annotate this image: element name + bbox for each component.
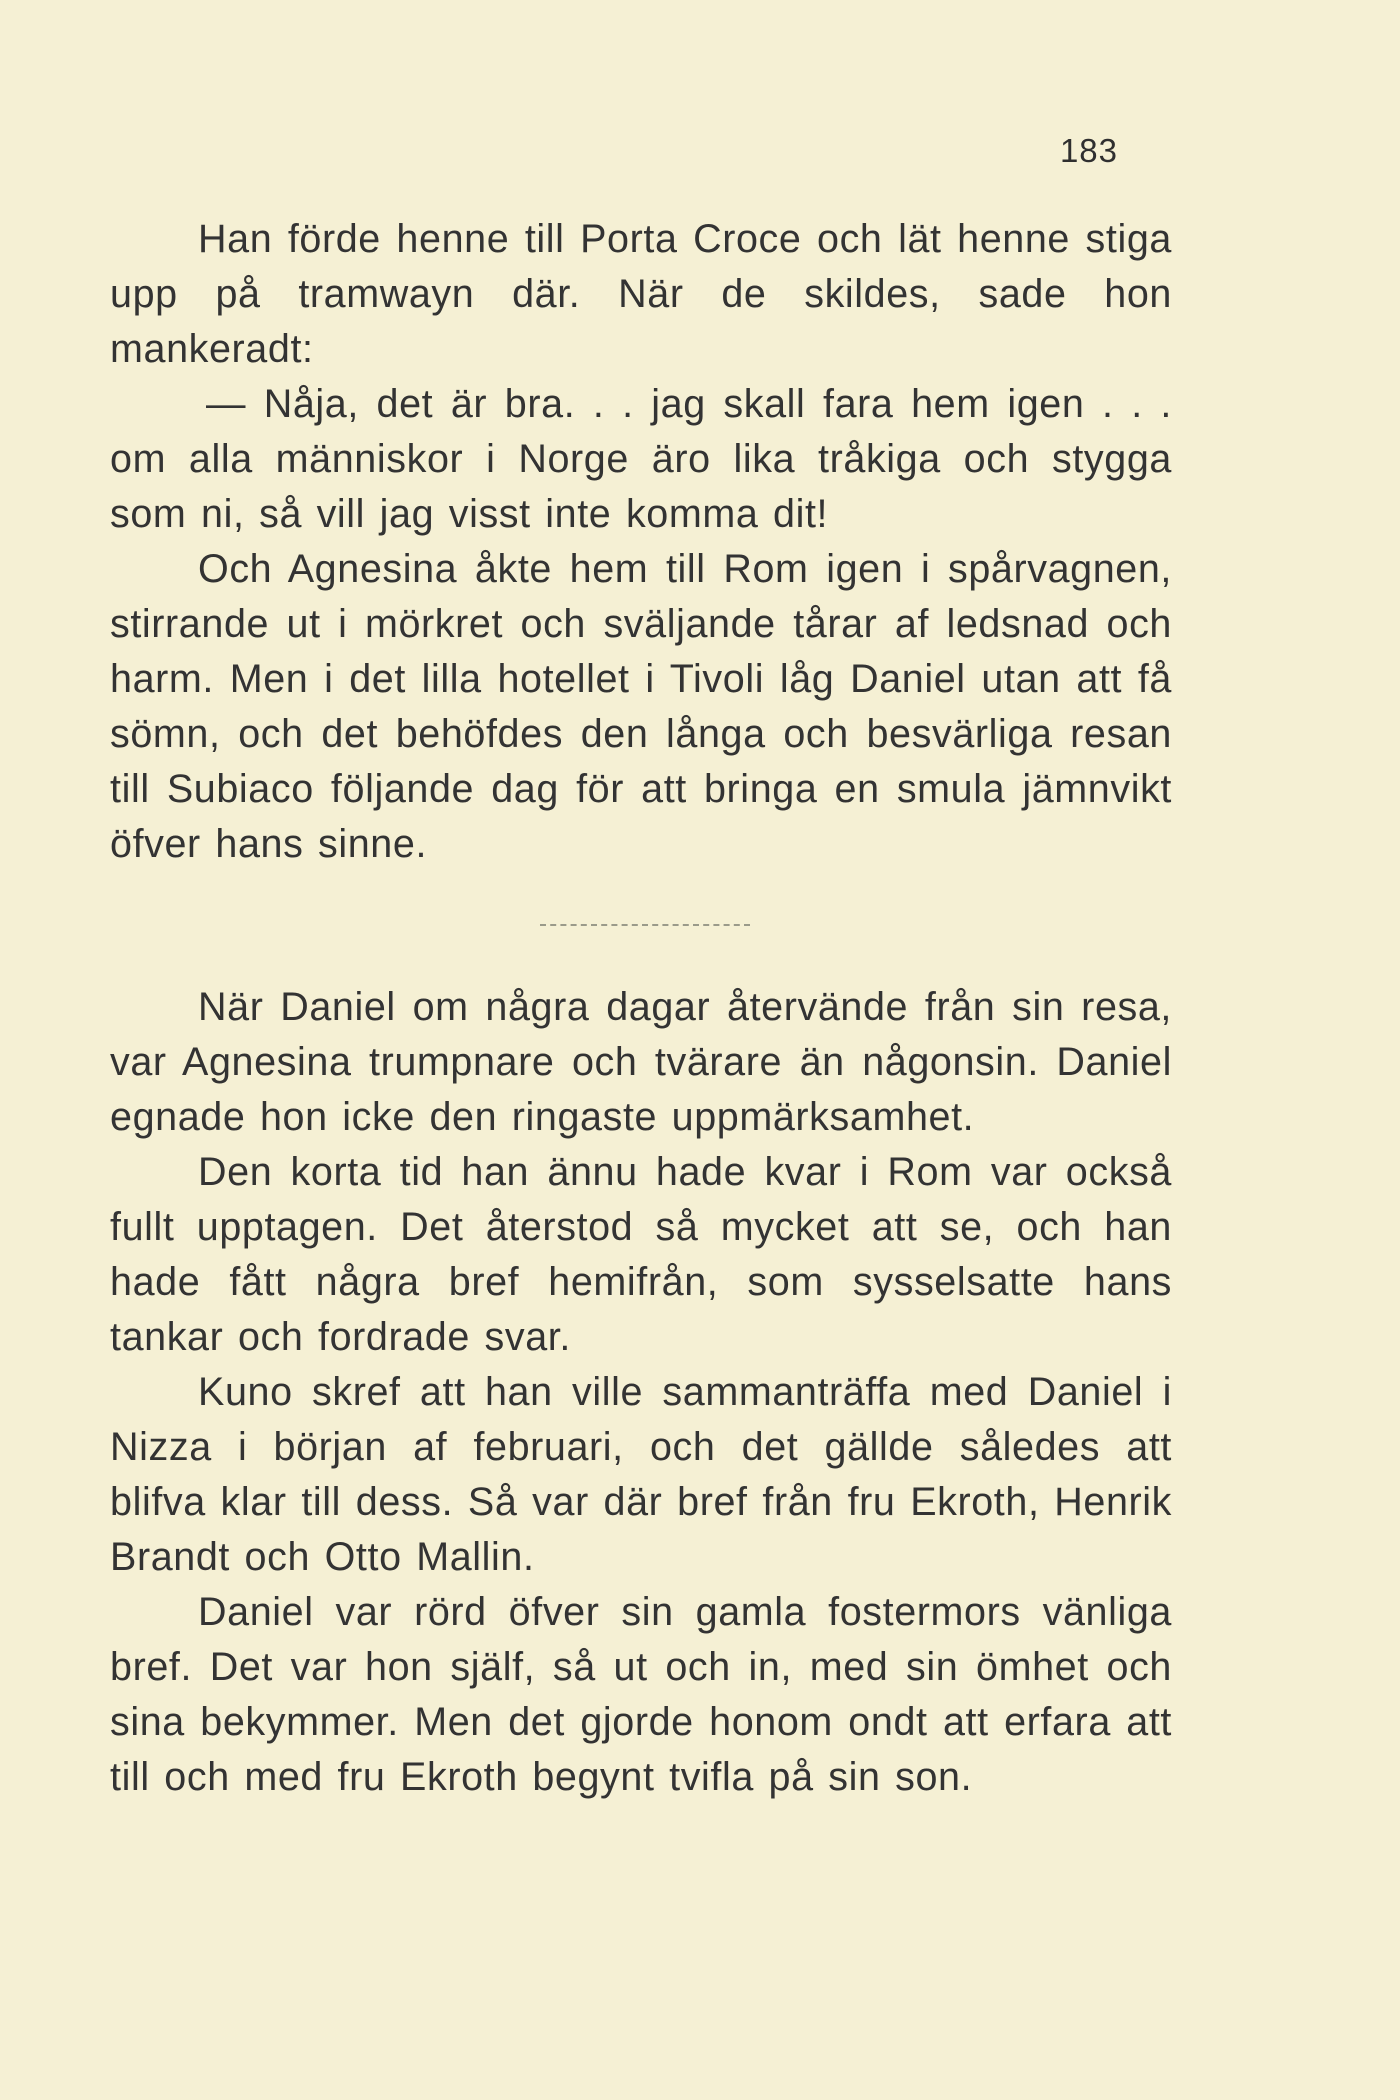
paragraph: När Daniel om några dagar återvände från sin resa, var Agnesina trumpnare och tvärare än någonsin. Daniel egnade hon icke den ringaste uppmärksamhet. [110,985,1172,1139]
section-after-break [110,980,1172,1805]
paragraph: Daniel var rörd öfver sin gamla fostermors vänliga bref. Det var hon själf, så ut och in, med sin ömhet och sina bekymmer. Men det gjorde honom ondt att erfara att till och med fru Ekroth begynt tvifla på sin son. [110,1590,1172,1799]
paragraph: Kuno skref att han ville sammanträffa med Daniel i Nizza i början af februari, och det gällde således att blifva klar till dess. Så var där bref från fru Ekroth, Henrik Brandt och Otto Mallin. [110,1370,1172,1579]
page-number: 183 [1059,132,1118,169]
paragraph: Den korta tid han ännu hade kvar i Rom var också fullt upptagen. Det återstod så mycket att se, och han hade fått några bref hemifrån, som sysselsatte hans tankar och fordrade svar. [110,1150,1172,1359]
paragraph: Och Agnesina åkte hem till Rom igen i spårvagnen, stirrande ut i mörkret och sväljande tårar af ledsnad och harm. Men i det lilla hotellet i Tivoli låg Daniel utan att få sömn, och det behöfdes den långa och besvärliga resan till Subiaco följande dag för att bringa en smula jämnvikt öfver hans sinne. [110,547,1172,866]
paragraph: Han förde henne till Porta Croce och lät henne stiga upp på tramwayn där. När de skildes, sade hon mankeradt: [110,217,1172,371]
section-divider [540,924,750,926]
dialogue-paragraph: — Nåja, det är bra. . . jag skall fara hem igen . . . om alla människor i Norge äro lika tråkiga och stygga som ni, så vill jag visst inte komma dit! [110,382,1172,536]
section-before-break [110,212,1172,872]
